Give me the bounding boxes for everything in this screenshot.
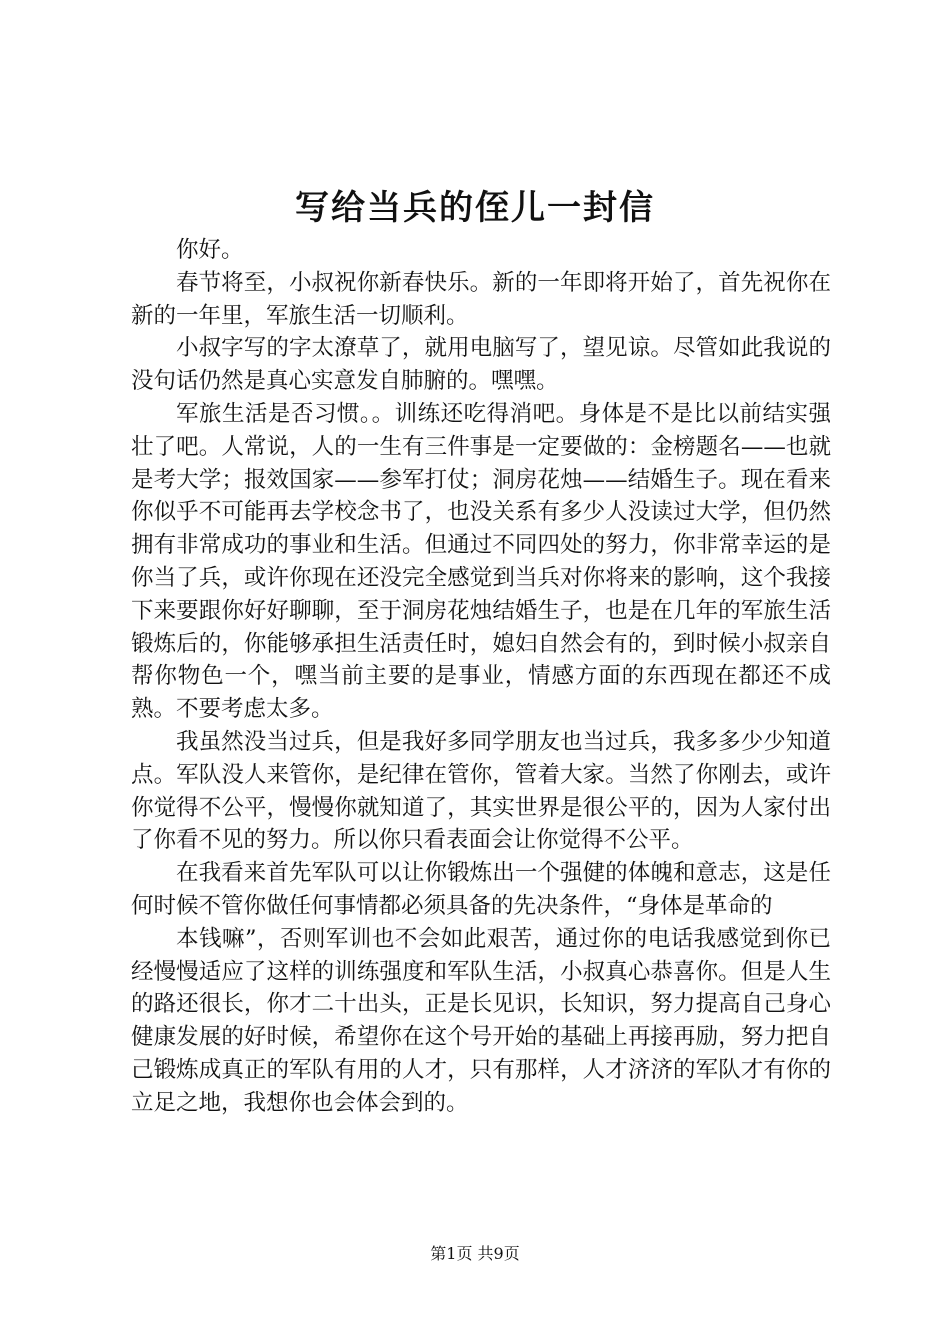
paragraph: 我虽然没当过兵，但是我好多同学朋友也当过兵，我多多少少知道点。军队没人来管你，是纪律在管你，管着大家。当然了你刚去，或许你觉得不公平，慢慢你就知道了，其实世界是很公平的，因为人家付出了你看不见的努力。所以你只看表面会让你觉得不公平。	[131, 728, 831, 854]
page-number-footer: 第1页 共9页	[430, 1244, 520, 1263]
paragraph: 军旅生活是否习惯。。训练还吃得消吧。身体是不是比以前结实强壮了吧。人常说，人的一生有三件事是一定要做的：金榜题名——也就是考大学；报效国家——参军打仗；洞房花烛——结婚生子。现在看来你似乎不可能再去学校念书了，也没关系有多少人没读过大学，但仍然拥有非常成功的事业和生活。但通过不同四处的努力，你非常幸运的是你当了兵，或许你现在还没完全感觉到当兵对你将来的影响，这个我接下来要跟你好好聊聊，至于洞房花烛结婚生子，也是在几年的军旅生活锻炼后的，你能够承担生活责任时，媳妇自然会有的，到时候小叔亲自帮你物色一个，嘿当前主要的是事业，情感方面的东西现在都还不成熟。不要考虑太多。	[131, 400, 831, 723]
paragraph: 小叔字写的字太潦草了，就用电脑写了，望见谅。尽管如此我说的没句话仍然是真心实意发自肺腑的。嘿嘿。	[131, 335, 831, 395]
document-title: 写给当兵的侄儿一封信	[295, 188, 655, 228]
letter-body	[131, 234, 831, 1120]
paragraph: 春节将至，小叔祝你新春快乐。新的一年即将开始了，首先祝你在新的一年里，军旅生活一切顺利。	[131, 269, 831, 329]
paragraph: 在我看来首先军队可以让你锻炼出一个强健的体魄和意志，这是任何时候不管你做任何事情都必须具备的先决条件，“身体是革命的	[131, 860, 831, 919]
paragraph: 本钱嘛”，否则军训也不会如此艰苦，通过你的电话我感觉到你已经慢慢适应了这样的训练强度和军队生活，小叔真心恭喜你。但是人生的路还很长，你才二十出头，正是长见识，长知识，努力提高自己身心健康发展的好时候，希望你在这个号开始的基础上再接再励，努力把自己锻炼成真正的军队有用的人才，只有那样，人才济济的军队才有你的立足之地，我想你也会体会到的。	[131, 925, 831, 1116]
paragraph-greeting: 你好。	[176, 237, 244, 263]
